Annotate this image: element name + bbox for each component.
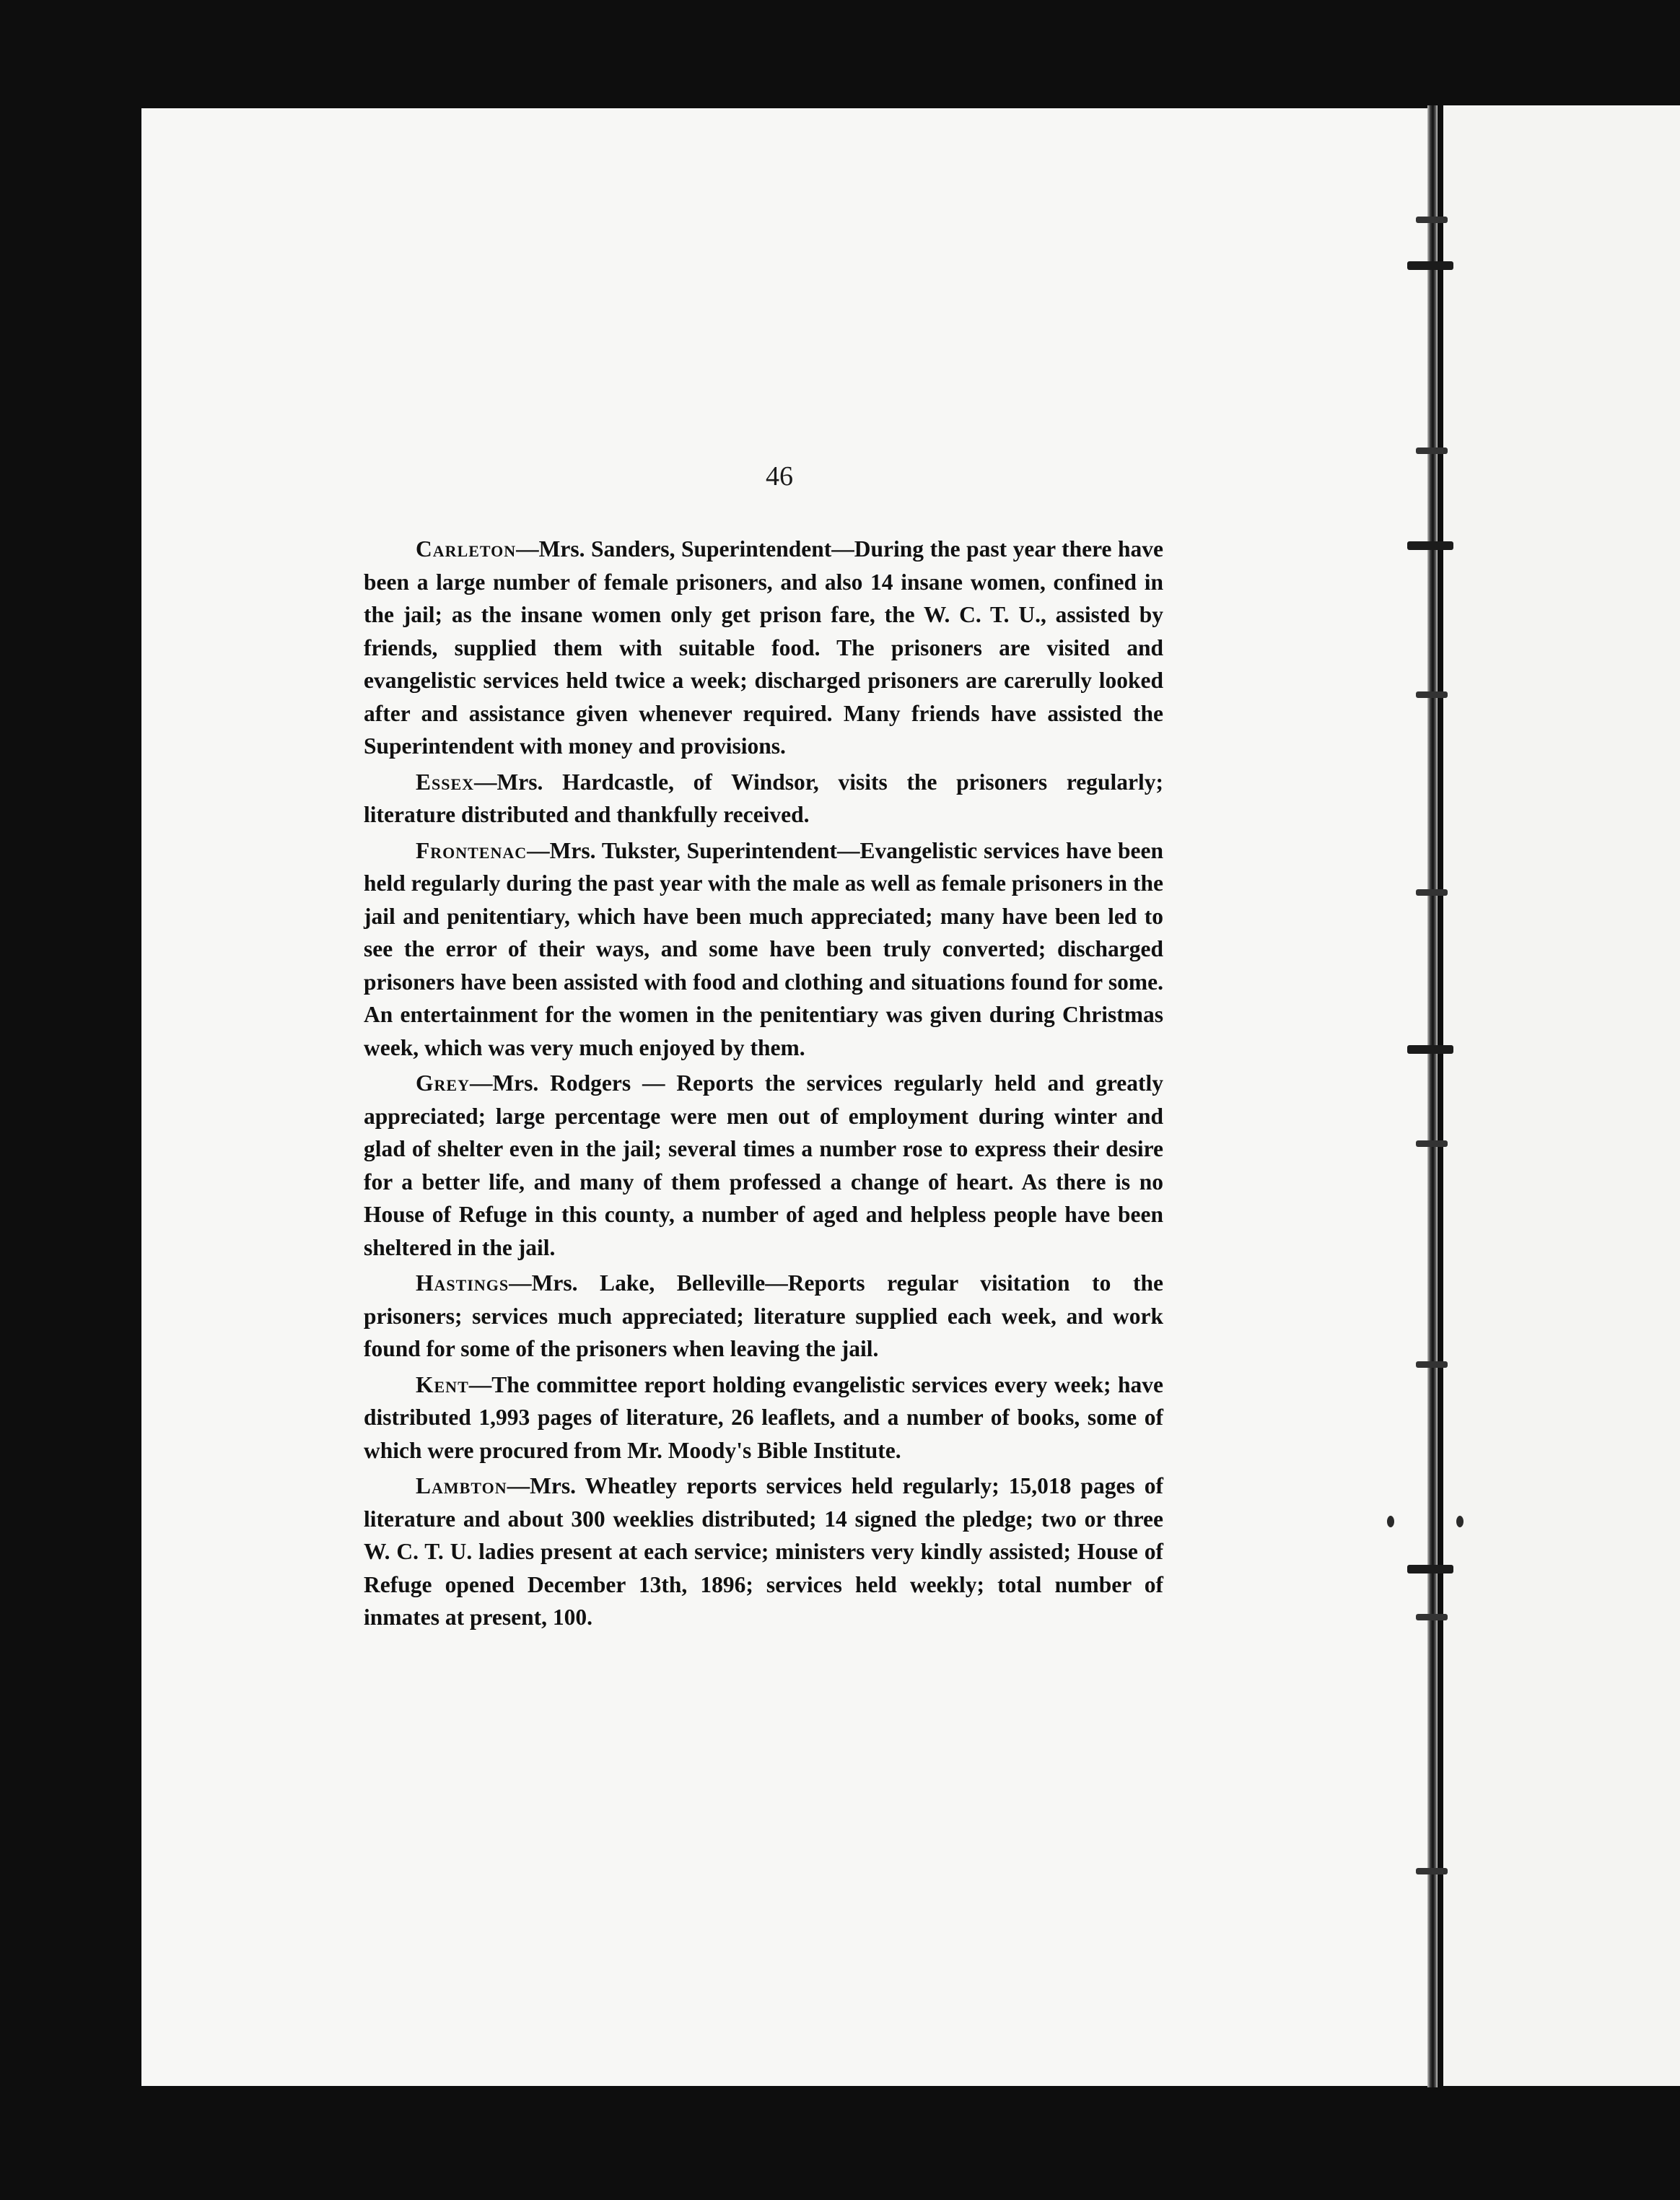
binding-mark xyxy=(1456,1516,1464,1527)
binding-stitch xyxy=(1416,889,1448,896)
county-name: Carleton xyxy=(416,536,517,562)
binding-stitch xyxy=(1416,1868,1448,1874)
county-name: Lambton xyxy=(416,1473,507,1498)
binding-stitch xyxy=(1407,1045,1453,1054)
page-right xyxy=(1443,105,1680,2086)
county-name: Hastings xyxy=(416,1270,509,1296)
county-name: Grey xyxy=(416,1070,470,1096)
entry-text: —The committee report holding evangelistic services every week; have distributed 1,993 pages of literature, 26 leaflets, and a number of books, some of which were procured from Mr. Moody's Bible Institute. xyxy=(364,1371,1163,1463)
entry-essex xyxy=(364,766,1163,831)
binding-stitch xyxy=(1416,1361,1448,1368)
binding-stitch xyxy=(1416,448,1448,454)
binding-stitch xyxy=(1416,691,1448,698)
page-number: 46 xyxy=(766,461,793,492)
county-name: Essex xyxy=(416,769,475,795)
binding-mark xyxy=(1387,1516,1394,1527)
report-text xyxy=(364,533,1163,1637)
entry-text: —Mrs. Rodgers — Reports the services regularly held and greatly appreciated; large percentage were men out of employment during winter and glad of shelter even in the jail; several times a number rose to express their desire for a better life, and many of them professed a change of heart. As there is no House of Refuge in this county, a number of aged and helpless people have been sheltered in the jail. xyxy=(364,1070,1163,1260)
county-name: Kent xyxy=(416,1371,469,1397)
entry-hastings xyxy=(364,1267,1163,1366)
binding-stitch xyxy=(1407,1565,1453,1573)
binding-stitch xyxy=(1416,217,1448,223)
entry-grey xyxy=(364,1067,1163,1264)
binding-stitch xyxy=(1407,541,1453,550)
county-name: Frontenac xyxy=(416,837,528,863)
binding-stitch xyxy=(1407,261,1453,270)
entry-text: —Mrs. Wheatley reports services held regularly; 15,018 pages of literature and about 300 weeklies distributed; 14 signed the pledge; two or three W. C. T. U. ladies present at each service; ministers very kindly assisted; House of Refuge opened December 13th, 1896; services held weekly; total number of inmates at present, 100. xyxy=(364,1473,1163,1630)
entry-text: —Mrs. Sanders, Superintendent—During the past year there have been a large number of female prisoners, and also 14 insane women, confined in the jail; as the insane women only get prison fare, the W. C. T. U., assisted by friends, supplied them with suitable food. The prisoners are visited and evangelistic services held twice a week; discharged prisoners are carerully looked after and assistance given whenever required. Many friends have assisted the Superintendent with money and provisions. xyxy=(364,536,1163,759)
entry-lambton xyxy=(364,1470,1163,1634)
entry-text: —Mrs. Hardcastle, of Windsor, visits the prisoners regularly; literature distributed and thankfully received. xyxy=(364,769,1163,827)
binding-stitch xyxy=(1416,1614,1448,1620)
entry-kent xyxy=(364,1369,1163,1467)
entry-text: —Mrs. Lake, Belleville—Reports regular visitation to the prisoners; services much appreciated; literature supplied each week, and work found for some of the prisoners when leaving the jail. xyxy=(364,1270,1163,1361)
entry-text: —Mrs. Tukster, Superintendent—Evangelistic services have been held regularly during the past year with the male as well as female prisoners in the jail and penitentiary, which have been much appreciated; many have been led to see the error of their ways, and some have been truly converted; discharged prisoners have been assisted with food and clothing and situations found for some. An entertainment for the women in the penitentiary was given during Christmas week, which was very much enjoyed by them. xyxy=(364,837,1163,1060)
book-spine xyxy=(1427,105,1438,2087)
entry-carleton xyxy=(364,533,1163,763)
entry-frontenac xyxy=(364,834,1163,1065)
binding-stitch xyxy=(1416,1140,1448,1147)
